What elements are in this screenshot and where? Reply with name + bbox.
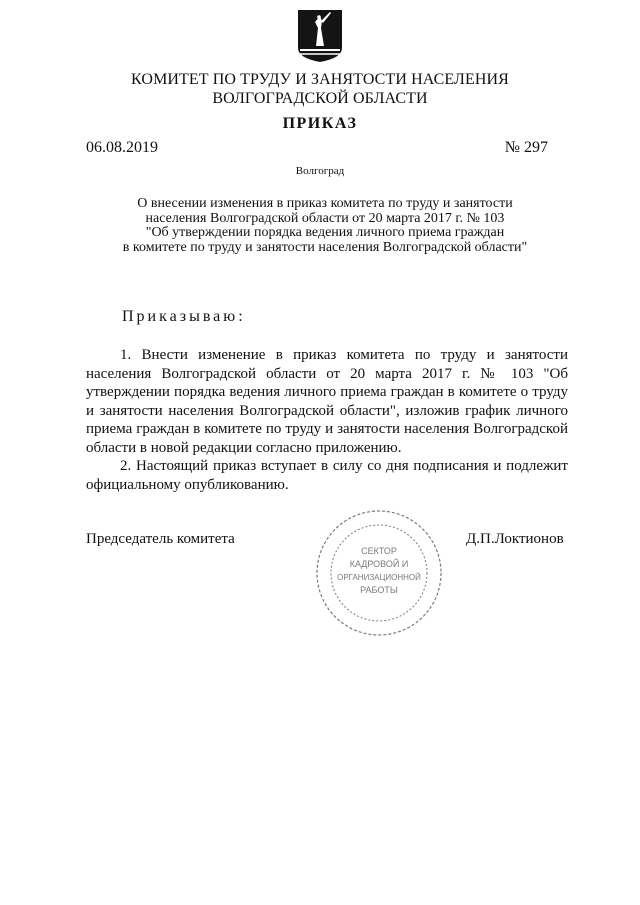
stamp-line-1: СЕКТОР <box>361 546 397 556</box>
stamp-line-4: РАБОТЫ <box>360 585 398 595</box>
document-number: № 297 <box>504 139 548 156</box>
document-subject <box>110 197 540 255</box>
subject-line-3: "Об утверждении порядка ведения личного приема граждан <box>145 225 505 240</box>
signer-title: Председатель комитета <box>86 531 235 547</box>
order-item-1: 1. Внести изменение в приказ комитета по труду и занятости населения Волгоградской области от 20 марта 2017 г. № 103 "Об утверждении порядка ведения личного приема граждан в комитете о труду и занятости населения Волгоградской области", изложив график личного приема граждан в комитете по труду и занятости населения Волгоградской области в новой редакции согласно приложению. <box>86 347 568 456</box>
document-date: 06.08.2019 <box>86 139 158 156</box>
subject-line-2: населения Волгоградской области от 20 марта 2017 г. № 103 <box>145 210 505 226</box>
stamp-line-2: КАДРОВОЙ И <box>349 559 409 569</box>
org-line-1: КОМИТЕТ ПО ТРУДУ И ЗАНЯТОСТИ НАСЕЛЕНИЯ <box>131 71 509 88</box>
order-word: Приказываю: <box>122 308 246 325</box>
stamp-line-3: ОРГАНИЗАЦИОННОЙ <box>337 573 421 582</box>
subject-line-1: О внесении изменения в приказ комитета по труду и занятости <box>137 196 513 211</box>
document-type: ПРИКАЗ <box>282 115 358 132</box>
org-line-2: ВОЛГОГРАДСКОЙ ОБЛАСТИ <box>212 90 428 107</box>
document-body <box>86 346 568 494</box>
volgograd-coat-of-arms-icon <box>296 8 344 64</box>
organization-name <box>100 70 540 108</box>
order-item-2: 2. Настоящий приказ вступает в силу со дня подписания и подлежит официальному опубликованию. <box>86 458 568 493</box>
signer-name: Д.П.Локтионов <box>466 531 564 547</box>
document-city: Волгоград <box>295 165 345 177</box>
official-stamp <box>314 508 444 638</box>
subject-line-4: в комитете по труду и занятости населения Волгоградской области" <box>122 239 528 255</box>
